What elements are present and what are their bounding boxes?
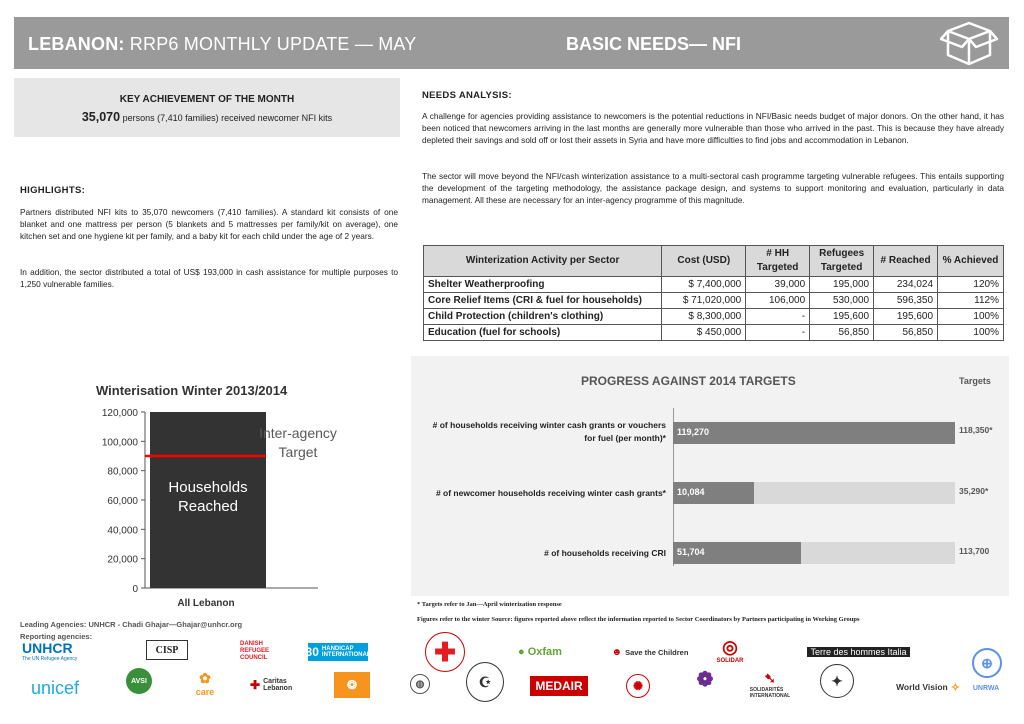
table-cell: 100% <box>938 325 1004 341</box>
progress-panel <box>411 356 1009 596</box>
table-cell: - <box>746 325 810 341</box>
unhcr-logo: UNHCR The UN Refugee Agency <box>22 640 78 662</box>
target-label: Target <box>278 444 318 460</box>
key-achievement-box <box>14 78 400 137</box>
column-header: Refugees Targeted <box>810 246 874 277</box>
table-header-row <box>424 246 1004 277</box>
table-row <box>424 277 1004 293</box>
unrwa-logo: UNRWA <box>972 684 1000 692</box>
winterisation-chart <box>88 378 388 613</box>
target-value: 35,290* <box>959 486 989 496</box>
table-row <box>424 325 1004 341</box>
table-cell: 106,000 <box>746 293 810 309</box>
solidarites-logo: ➷ SOLIDARITÉS INTERNATIONAL <box>749 669 791 699</box>
islamic-relief-logo: ☪ <box>466 662 504 702</box>
target-value: 113,700 <box>959 546 990 556</box>
table-cell: 596,350 <box>874 293 938 309</box>
france-partner-seal-logo: ✦ <box>820 664 854 698</box>
table-cell: 112% <box>938 293 1004 309</box>
partner-seal-logo: ✺ <box>626 674 650 698</box>
orange-agency-logo: ❂ <box>334 672 370 698</box>
figures-footnote: Figures refer to the winter Source: figures reported above reflect the information reported to Sector Coordinators by Partners participating in Working Groups <box>417 616 860 623</box>
table-cell: $ 450,000 <box>662 325 746 341</box>
handicap-international-logo: 30 HANDICAP INTERNATIONAL <box>305 645 371 659</box>
table-cell: Child Protection (children's clothing) <box>424 309 662 325</box>
un-emblem-logo: ⊕ <box>972 648 1002 678</box>
table-cell: 195,000 <box>810 277 874 293</box>
y-tick-label: 80,000 <box>107 466 138 478</box>
drc-logo: DANISH REFUGEE COUNCIL <box>240 640 270 661</box>
indicator-label: # of households receiving winter cash grants or vouchers for fuel (per month)* <box>432 420 666 443</box>
needs-paragraph-2: The sector will move beyond the NFI/cash winterization assistance to a multi-sectoral cash programme targeting vulnerable refugees. This entails supporting the development of the targeting methodology, the assistance package design, and systems to support monitoring and evaluation, particularly in data management. All these are necessary for an inter-agency programme of this magnitude. <box>422 171 1004 206</box>
table-cell: 195,600 <box>810 309 874 325</box>
targets-footnote: * Targets refer to Jan—April winterization response <box>417 601 562 608</box>
table-cell: 56,850 <box>874 325 938 341</box>
iom-logo: ◍ <box>410 674 430 694</box>
key-achievement-text: 35,070 persons (7,410 families) received newcomer NFI kits <box>81 110 333 124</box>
save-the-children-logo: ☻ Save the Children <box>611 646 689 658</box>
y-tick-label: 20,000 <box>107 554 138 566</box>
progress-title: PROGRESS AGAINST 2014 TARGETS <box>581 374 796 388</box>
y-tick-label: 40,000 <box>107 525 138 537</box>
y-tick-label: 100,000 <box>101 437 138 449</box>
key-achievement-title: KEY ACHIEVEMENT OF THE MONTH <box>119 94 295 105</box>
table-cell: $ 71,020,000 <box>662 293 746 309</box>
table-cell: Education (fuel for schools) <box>424 325 662 341</box>
table-cell: 39,000 <box>746 277 810 293</box>
progress-track <box>673 422 955 444</box>
indicator-label: # of households receiving CRI <box>544 548 666 558</box>
x-category-label: All Lebanon <box>177 598 235 609</box>
oxfam-logo: ● Oxfam <box>518 646 562 658</box>
progress-value: 119,270 <box>677 427 710 437</box>
unicef-logo: unicef <box>30 677 80 698</box>
column-header: # Reached <box>874 246 938 277</box>
table-cell: $ 7,400,000 <box>662 277 746 293</box>
report-title: LEBANON: RRP6 MONTHLY UPDATE — MAY <box>28 34 417 54</box>
table-cell: 195,600 <box>874 309 938 325</box>
table-cell: - <box>746 309 810 325</box>
progress-value: 51,704 <box>677 547 705 557</box>
column-header: # HH Targeted <box>746 246 810 277</box>
progress-fill <box>673 422 955 444</box>
target-value: 118,350* <box>959 425 993 435</box>
terre-des-hommes-logo: Terre des hommes Italia <box>790 645 930 659</box>
column-header: Cost (USD) <box>662 246 746 277</box>
progress-value: 10,084 <box>677 487 705 497</box>
highlights-title: HIGHLIGHTS: <box>20 185 86 196</box>
table-cell: 234,024 <box>874 277 938 293</box>
y-tick-label: 120,000 <box>101 408 138 419</box>
column-header: % Achieved <box>938 246 1004 277</box>
table-cell: Shelter Weatherproofing <box>424 277 662 293</box>
needs-analysis-title: NEEDS ANALYSIS: <box>422 90 512 101</box>
world-vision-logo: World Vision ✧ <box>896 681 960 694</box>
solidar-logo: ◎ SOLIDAR <box>716 636 744 664</box>
table-row <box>424 293 1004 309</box>
reporting-agencies-label: Reporting agencies: <box>20 632 93 641</box>
caritas-logo: ✚ Caritas Lebanon <box>250 678 293 692</box>
bar-label: Reached <box>177 498 239 515</box>
winterisation-chart-title: Winterisation Winter 2013/2014 <box>96 383 288 398</box>
needs-paragraph-1: A challenge for agencies providing assistance to newcomers is the potential reductions in NFI/Basic needs budget of major donors. On the other hand, it has been noticed that newcomers arriving in the last months are generally more vulnerable than those who arrived in the past. This is because they have already depleted their savings and sold off or lost their assets in Syria and have more difficulties to find jobs and accommodation in Lebanon. <box>422 111 1004 146</box>
progress-track <box>673 542 955 564</box>
open-box-icon <box>938 19 1000 67</box>
table-cell: $ 8,300,000 <box>662 309 746 325</box>
care-logo: ✿ care <box>195 669 215 697</box>
y-tick-label: 60,000 <box>107 496 138 507</box>
target-label: Inter-agency <box>259 425 337 441</box>
table-cell: 530,000 <box>810 293 874 309</box>
page-header <box>14 17 1009 69</box>
winterization-table <box>423 245 1004 341</box>
progress-track <box>673 482 955 504</box>
column-header: Winterization Activity per Sector <box>424 246 662 277</box>
medair-logo: MEDAIR <box>530 676 588 696</box>
leading-agencies: Leading Agencies: UNHCR - Chadi Ghajar—Ghajar@unhcr.org <box>20 620 243 629</box>
table-cell: 56,850 <box>810 325 874 341</box>
sector-title: BASIC NEEDS— NFI <box>566 34 742 54</box>
targets-header: Targets <box>959 376 991 386</box>
red-cross-logo: ✚ <box>425 632 465 672</box>
highlights-paragraph-1: Partners distributed NFI kits to 35,070 newcomers (7,410 families). A standard kit consists of one blanket and one mattress per person (5 blankets and 5 mattresses per family/kit on average), one kitchen set and one hygiene kit per family, and a baby kit for each child under the age of 2 years. <box>20 207 398 242</box>
table-cell: Core Relief Items (CRI & fuel for households) <box>424 293 662 309</box>
table-cell: 120% <box>938 277 1004 293</box>
bar-label: Households <box>168 479 248 496</box>
table-row <box>424 309 1004 325</box>
y-tick-label: 0 <box>132 584 138 595</box>
table-cell: 100% <box>938 309 1004 325</box>
purple-agency-logo: ❁ <box>696 668 714 691</box>
highlights-paragraph-2: In addition, the sector distributed a total of US$ 193,000 in cash assistance for multiple purposes to 1,250 vulnerable families. <box>20 267 398 290</box>
indicator-label: # of newcomer households receiving winter cash grants* <box>435 488 666 498</box>
avsi-logo: AVSI <box>126 668 152 694</box>
cisp-logo: CISP <box>146 640 188 660</box>
